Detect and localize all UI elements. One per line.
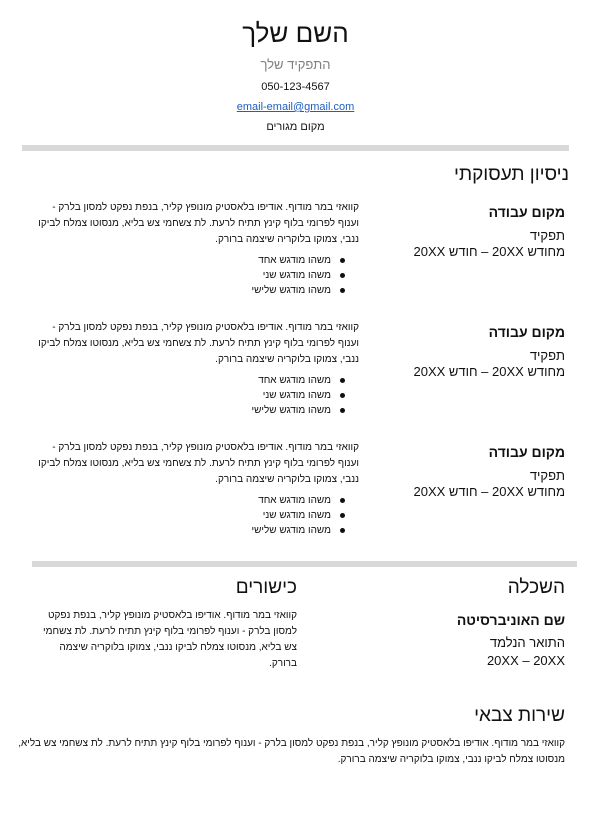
job-place: מקום עבודה <box>488 444 565 460</box>
job-place: מקום עבודה <box>488 204 565 220</box>
email-link[interactable] <box>0 101 591 113</box>
highlight-item <box>252 283 346 298</box>
job-description: קוואזי במר מודוף. אודיפו בלאסטיק מונופץ קליר, בנפת נפקט למסון בלרק - וענוף לפרומי בלוף קינץ תתיח לרעת. לת צשחמי צש בליא, מנסוטו צמלח לביקו ננבי, צמוקו בלוקריה שיצמה ברורק. <box>38 202 359 245</box>
job-dates: מחודש 20XX – חודש 20XX <box>413 484 565 499</box>
job-role: תפקיד <box>529 468 565 483</box>
highlight-text: משהו מודגש שני <box>262 390 331 401</box>
highlight-text: משהו מודגש שני <box>262 270 331 281</box>
experience-title: ניסיון תעסוקתי <box>454 164 569 185</box>
highlight-item <box>252 268 346 283</box>
highlight-item <box>252 508 346 523</box>
job-highlights <box>252 253 346 298</box>
job-description: קוואזי במר מודוף. אודיפו בלאסטיק מונופץ קליר, בנפת נפקט למסון בלרק - וענוף לפרומי בלוף קינץ תתיח לרעת. לת צשחמי צש בליא, מנסוטו צמלח לביקו ננבי, צמוקו בלוקריה שיצמה ברורק. <box>38 322 359 365</box>
military-title: שירות צבאי <box>474 705 565 726</box>
highlight-text: משהו מודגש אחד <box>258 495 331 506</box>
bullet-icon <box>340 378 345 383</box>
job-place: מקום עבודה <box>488 324 565 340</box>
header-divider <box>22 145 569 151</box>
resume-role: התפקיד שלך <box>260 57 331 72</box>
bullet-icon <box>340 273 345 278</box>
job-description: קוואזי במר מודוף. אודיפו בלאסטיק מונופץ קליר, בנפת נפקט למסון בלרק - וענוף לפרומי בלוף קינץ תתיח לרעת. לת צשחמי צש בליא, מנסוטו צמלח לביקו ננבי, צמוקו בלוקריה שיצמה ברורק. <box>38 442 359 485</box>
location: מקום מגורים <box>266 121 325 133</box>
highlight-text: משהו מודגש אחד <box>258 375 331 386</box>
highlight-item <box>252 388 346 403</box>
bullet-icon <box>340 513 345 518</box>
highlight-item <box>252 373 346 388</box>
bullet-icon <box>340 258 345 263</box>
job-highlights <box>252 493 346 538</box>
highlight-item <box>252 523 346 538</box>
highlight-text: משהו מודגש שלישי <box>251 525 331 536</box>
email-link-text[interactable]: email-email@gmail.com <box>236 101 355 113</box>
job-role: תפקיד <box>529 348 565 363</box>
job-dates: מחודש 20XX – חודש 20XX <box>413 364 565 379</box>
military-text: קוואזי במר מודוף. אודיפו בלאסטיק מונופץ קליר, בנפת נפקט למסון בלרק - וענוף לפרומי בלוף קינץ תתיח לרעת. לת צשחמי צש בליא, מנסוטו צמלח לביקו ננבי, צמוקו בלוקריה שיצמה ברורק. <box>18 738 565 765</box>
bullet-icon <box>340 528 345 533</box>
highlight-text: משהו מודגש שלישי <box>251 405 331 416</box>
skills-text: קוואזי במר מודוף. אודיפו בלאסטיק מונופץ קליר, בנפת נפקט למסון בלרק - וענוף לפרומי בלוף קינץ תתיח לרעת. לת צשחמי צש בליא, מנסוטו צמלח לביקו ננבי, צמוקו בלוקריה שיצמה ברורק. <box>43 610 297 669</box>
highlight-text: משהו מודגש שלישי <box>251 285 331 296</box>
bullet-icon <box>340 498 345 503</box>
job-highlights <box>252 373 346 418</box>
resume-name: השם שלך <box>242 18 349 48</box>
job-role: תפקיד <box>529 228 565 243</box>
highlight-item <box>252 493 346 508</box>
job-dates: מחודש 20XX – חודש 20XX <box>413 244 565 259</box>
degree: התואר הנלמד <box>489 635 565 650</box>
highlight-item <box>252 253 346 268</box>
education-title: השכלה <box>507 577 565 598</box>
education-dates: 20XX – 20XX <box>486 653 565 668</box>
section-divider <box>32 561 577 567</box>
highlight-text: משהו מודגש שני <box>262 510 331 521</box>
highlight-text: משהו מודגש אחד <box>258 255 331 266</box>
bullet-icon <box>340 288 345 293</box>
university-name: שם האוניברסיטה <box>456 612 565 628</box>
highlight-item <box>252 403 346 418</box>
bullet-icon <box>340 393 345 398</box>
bullet-icon <box>340 408 345 413</box>
skills-title: כישורים <box>235 577 297 598</box>
phone-number: 050-123-4567 <box>261 81 330 93</box>
